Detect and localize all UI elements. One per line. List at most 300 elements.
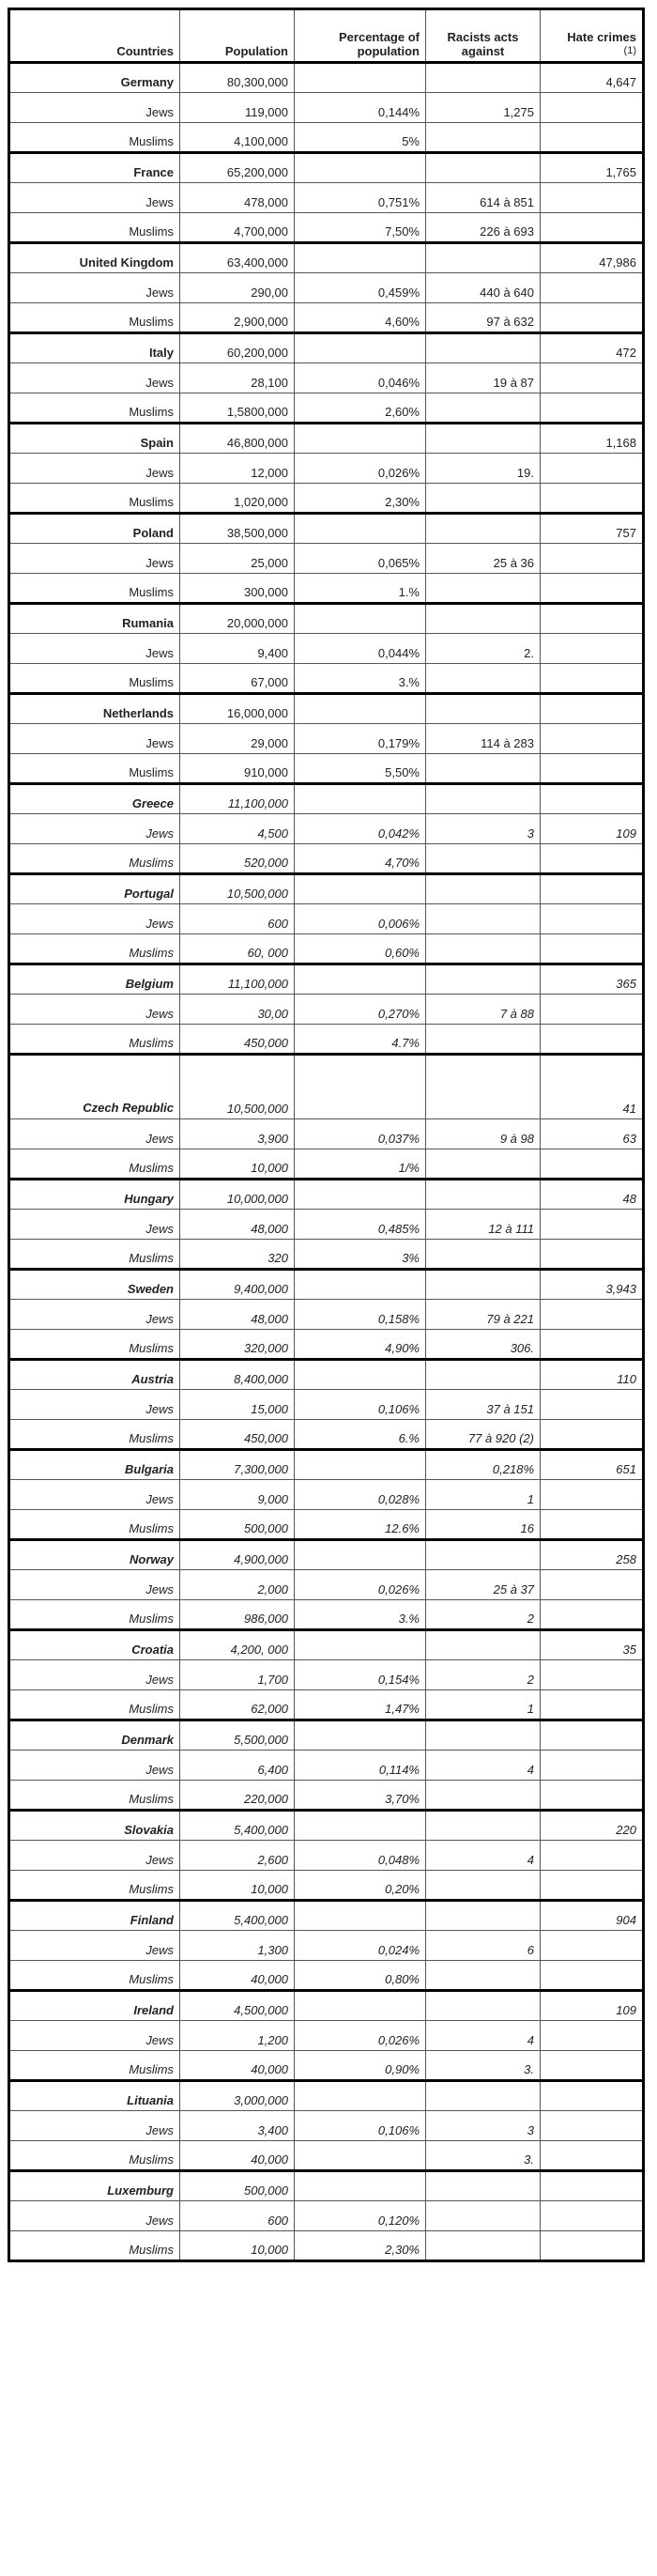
country-row [9,63,644,93]
cell-population: 10,500,000 [180,1055,295,1119]
cell-population: 5,500,000 [180,1720,295,1751]
cell-name: Croatia [9,1630,180,1660]
cell-name: Muslims [9,2231,180,2261]
country-row [9,1901,644,1931]
cell-racists-acts [426,664,541,694]
cell-name: Muslims [9,1871,180,1901]
cell-name: Muslims [9,934,180,964]
cell-name: Muslims [9,213,180,243]
cell-hate-crimes [541,844,644,874]
cell-percentage: 0,042% [295,814,426,844]
cell-name: Jews [9,2201,180,2231]
cell-racists-acts: 1,275 [426,93,541,123]
cell-percentage: 0,154% [295,1660,426,1690]
cell-hate-crimes: 220 [541,1811,644,1841]
cell-percentage: 0,90% [295,2051,426,2081]
header-racists-acts: Racists acts against [426,9,541,63]
cell-percentage: 2,30% [295,2231,426,2261]
cell-percentage [295,1450,426,1480]
cell-hate-crimes [541,1720,644,1751]
cell-racists-acts: 2. [426,634,541,664]
cell-name: Jews [9,273,180,303]
group-row [9,724,644,754]
cell-population: 300,000 [180,574,295,604]
cell-name: Muslims [9,1149,180,1180]
cell-hate-crimes [541,995,644,1025]
cell-racists-acts [426,424,541,454]
cell-name: Poland [9,514,180,544]
cell-racists-acts: 3 [426,814,541,844]
cell-percentage: 12.6% [295,1510,426,1540]
cell-name: Jews [9,363,180,393]
cell-hate-crimes [541,454,644,484]
cell-hate-crimes [541,1931,644,1961]
group-row [9,1781,644,1811]
cell-population: 9,400,000 [180,1270,295,1300]
group-row [9,544,644,574]
country-row [9,1991,644,2021]
cell-percentage [295,1360,426,1390]
group-row [9,754,644,784]
cell-hate-crimes: 35 [541,1630,644,1660]
cell-percentage: 4,70% [295,844,426,874]
cell-population: 10,000,000 [180,1180,295,1210]
cell-hate-crimes [541,1210,644,1240]
cell-name: Lituania [9,2081,180,2111]
country-row [9,2171,644,2201]
cell-hate-crimes: 109 [541,814,644,844]
cell-percentage: 0,80% [295,1961,426,1991]
group-row [9,93,644,123]
group-row [9,1390,644,1420]
cell-hate-crimes [541,2171,644,2201]
cell-hate-crimes: 41 [541,1055,644,1119]
cell-hate-crimes [541,1600,644,1630]
cell-hate-crimes [541,363,644,393]
cell-percentage: 5,50% [295,754,426,784]
cell-racists-acts [426,2171,541,2201]
cell-racists-acts [426,1991,541,2021]
cell-population: 62,000 [180,1690,295,1720]
cell-hate-crimes [541,1871,644,1901]
cell-name: Muslims [9,2051,180,2081]
cell-name: Jews [9,1390,180,1420]
cell-name: Muslims [9,484,180,514]
cell-population: 1,300 [180,1931,295,1961]
cell-percentage: 0,158% [295,1300,426,1330]
cell-percentage: 2,30% [295,484,426,514]
group-row [9,1300,644,1330]
cell-percentage [295,2141,426,2171]
cell-percentage: 1.% [295,574,426,604]
cell-percentage: 2,60% [295,393,426,424]
cell-racists-acts: 1 [426,1690,541,1720]
group-row [9,1871,644,1901]
country-row [9,694,644,724]
cell-racists-acts [426,1360,541,1390]
cell-hate-crimes [541,393,644,424]
cell-racists-acts [426,333,541,363]
cell-population: 4,700,000 [180,213,295,243]
group-row [9,1751,644,1781]
cell-name: Jews [9,2111,180,2141]
group-row [9,1690,644,1720]
cell-name: Muslims [9,1420,180,1450]
cell-hate-crimes: 1,168 [541,424,644,454]
cell-name: Norway [9,1540,180,1570]
cell-percentage [295,1270,426,1300]
cell-population: 1,200 [180,2021,295,2051]
country-row [9,424,644,454]
cell-percentage [295,784,426,814]
cell-population: 38,500,000 [180,514,295,544]
cell-name: Portugal [9,874,180,904]
cell-racists-acts: 19 à 87 [426,363,541,393]
cell-hate-crimes [541,574,644,604]
cell-racists-acts [426,874,541,904]
cell-percentage: 0,106% [295,2111,426,2141]
cell-percentage: 0,048% [295,1841,426,1871]
cell-name: Jews [9,454,180,484]
cell-hate-crimes [541,2111,644,2141]
cell-racists-acts [426,1240,541,1270]
group-row [9,995,644,1025]
cell-racists-acts: 114 à 283 [426,724,541,754]
cell-name: Jews [9,1300,180,1330]
cell-name: Muslims [9,664,180,694]
cell-racists-acts [426,934,541,964]
cell-hate-crimes [541,1751,644,1781]
cell-population: 290,00 [180,273,295,303]
group-row [9,393,644,424]
cell-population: 3,400 [180,2111,295,2141]
cell-name: Jews [9,1480,180,1510]
cell-percentage: 5% [295,123,426,153]
cell-name: Jews [9,904,180,934]
cell-percentage: 0,60% [295,934,426,964]
cell-population: 16,000,000 [180,694,295,724]
country-row [9,1360,644,1390]
cell-racists-acts [426,784,541,814]
cell-racists-acts [426,844,541,874]
cell-population: 63,400,000 [180,243,295,273]
cell-percentage [295,333,426,363]
cell-racists-acts: 79 à 221 [426,1300,541,1330]
cell-population: 4,200, 000 [180,1630,295,1660]
cell-racists-acts [426,1149,541,1180]
cell-racists-acts [426,1055,541,1119]
cell-name: Jews [9,1570,180,1600]
cell-hate-crimes [541,1841,644,1871]
cell-racists-acts [426,1781,541,1811]
cell-hate-crimes: 258 [541,1540,644,1570]
cell-population: 40,000 [180,2051,295,2081]
cell-hate-crimes [541,93,644,123]
cell-population: 1,700 [180,1660,295,1690]
table-body [9,63,644,2261]
cell-racists-acts [426,484,541,514]
cell-population: 5,400,000 [180,1901,295,1931]
cell-hate-crimes: 63 [541,1119,644,1149]
cell-hate-crimes [541,273,644,303]
cell-name: Muslims [9,393,180,424]
cell-percentage [295,604,426,634]
cell-racists-acts [426,1540,541,1570]
country-row [9,514,644,544]
cell-racists-acts [426,2231,541,2261]
cell-hate-crimes [541,604,644,634]
country-row [9,1055,644,1119]
cell-population: 30,00 [180,995,295,1025]
group-row [9,664,644,694]
cell-percentage [295,1901,426,1931]
cell-percentage: 3.% [295,1600,426,1630]
group-row [9,904,644,934]
cell-name: France [9,153,180,183]
cell-population: 20,000,000 [180,604,295,634]
cell-hate-crimes [541,694,644,724]
group-row [9,1025,644,1055]
cell-percentage: 4,60% [295,303,426,333]
cell-name: Jews [9,1751,180,1781]
cell-hate-crimes [541,2141,644,2171]
group-row [9,634,644,664]
cell-racists-acts [426,694,541,724]
cell-name: Germany [9,63,180,93]
country-row [9,1270,644,1300]
cell-hate-crimes [541,904,644,934]
cell-population: 8,400,000 [180,1360,295,1390]
group-row [9,2111,644,2141]
cell-percentage: 0,485% [295,1210,426,1240]
cell-hate-crimes: 48 [541,1180,644,1210]
cell-name: Rumania [9,604,180,634]
cell-percentage [295,694,426,724]
cell-hate-crimes [541,2231,644,2261]
cell-racists-acts [426,1720,541,1751]
group-row [9,273,644,303]
cell-percentage: 0,065% [295,544,426,574]
cell-racists-acts [426,153,541,183]
cell-percentage: 0,114% [295,1751,426,1781]
cell-racists-acts [426,604,541,634]
cell-racists-acts: 19. [426,454,541,484]
cell-percentage [295,1811,426,1841]
cell-name: Spain [9,424,180,454]
cell-population: 4,500 [180,814,295,844]
cell-hate-crimes [541,2051,644,2081]
cell-population: 46,800,000 [180,424,295,454]
cell-percentage: 0,006% [295,904,426,934]
cell-percentage [295,243,426,273]
cell-population: 2,600 [180,1841,295,1871]
cell-racists-acts: 1 [426,1480,541,1510]
group-row [9,1119,644,1149]
cell-population: 6,400 [180,1751,295,1781]
cell-racists-acts [426,1961,541,1991]
cell-percentage: 3.% [295,664,426,694]
group-row [9,934,644,964]
cell-hate-crimes [541,1961,644,1991]
cell-hate-crimes: 110 [541,1360,644,1390]
group-row [9,1210,644,1240]
cell-percentage [295,153,426,183]
cell-population: 65,200,000 [180,153,295,183]
cell-hate-crimes: 904 [541,1901,644,1931]
cell-percentage: 0,751% [295,183,426,213]
cell-population: 60, 000 [180,934,295,964]
cell-racists-acts [426,63,541,93]
cell-population: 3,000,000 [180,2081,295,2111]
cell-population: 11,100,000 [180,964,295,995]
cell-percentage [295,964,426,995]
country-row [9,874,644,904]
group-row [9,1240,644,1270]
cell-racists-acts: 6 [426,1931,541,1961]
cell-percentage [295,424,426,454]
cell-name: Belgium [9,964,180,995]
cell-hate-crimes [541,874,644,904]
cell-hate-crimes [541,1510,644,1540]
cell-hate-crimes: 651 [541,1450,644,1480]
cell-population: 2,000 [180,1570,295,1600]
cell-percentage: 6.% [295,1420,426,1450]
cell-racists-acts: 226 à 693 [426,213,541,243]
cell-racists-acts [426,1270,541,1300]
group-row [9,303,644,333]
cell-percentage: 7,50% [295,213,426,243]
group-row [9,2141,644,2171]
header-hate-crimes [541,9,644,63]
cell-hate-crimes [541,123,644,153]
cell-percentage: 3% [295,1240,426,1270]
cell-name: Jews [9,1210,180,1240]
cell-percentage [295,2171,426,2201]
cell-population: 2,900,000 [180,303,295,333]
cell-population: 67,000 [180,664,295,694]
cell-name: Muslims [9,1961,180,1991]
cell-percentage: 1,47% [295,1690,426,1720]
group-row [9,1330,644,1360]
cell-name: Muslims [9,303,180,333]
cell-percentage: 0,144% [295,93,426,123]
cell-percentage: 0,044% [295,634,426,664]
cell-racists-acts [426,1630,541,1660]
header-hate-crimes-note: (1) [623,45,636,56]
cell-percentage: 1/% [295,1149,426,1180]
cell-population: 986,000 [180,1600,295,1630]
country-row [9,1720,644,1751]
cell-racists-acts: 4 [426,1841,541,1871]
cell-population: 40,000 [180,2141,295,2171]
group-row [9,574,644,604]
cell-racists-acts: 16 [426,1510,541,1540]
header-countries: Countries [9,9,180,63]
cell-racists-acts: 9 à 98 [426,1119,541,1149]
cell-racists-acts [426,904,541,934]
cell-hate-crimes [541,1690,644,1720]
cell-population: 600 [180,904,295,934]
country-row [9,333,644,363]
cell-name: Muslims [9,1510,180,1540]
cell-hate-crimes [541,183,644,213]
cell-name: Muslims [9,1240,180,1270]
cell-hate-crimes [541,1420,644,1450]
cell-racists-acts: 77 à 920 (2) [426,1420,541,1450]
cell-population: 12,000 [180,454,295,484]
group-row [9,2051,644,2081]
cell-population: 320,000 [180,1330,295,1360]
cell-hate-crimes [541,1390,644,1420]
cell-name: Muslims [9,754,180,784]
cell-name: Muslims [9,1330,180,1360]
group-row [9,484,644,514]
group-row [9,183,644,213]
header-population: Population [180,9,295,63]
cell-name: United Kingdom [9,243,180,273]
cell-racists-acts: 4 [426,2021,541,2051]
cell-percentage [295,1055,426,1119]
cell-percentage [295,514,426,544]
cell-hate-crimes: 47,986 [541,243,644,273]
group-row [9,1420,644,1450]
cell-racists-acts [426,514,541,544]
cell-racists-acts: 97 à 632 [426,303,541,333]
header-row [9,9,644,63]
cell-population: 5,400,000 [180,1811,295,1841]
cell-name: Sweden [9,1270,180,1300]
cell-percentage [295,1991,426,2021]
group-row [9,2021,644,2051]
cell-racists-acts: 3. [426,2141,541,2171]
cell-name: Denmark [9,1720,180,1751]
cell-percentage: 4.7% [295,1025,426,1055]
group-row [9,1841,644,1871]
cell-name: Jews [9,814,180,844]
cell-percentage: 3,70% [295,1781,426,1811]
cell-hate-crimes: 472 [541,333,644,363]
cell-percentage [295,2081,426,2111]
group-row [9,1961,644,1991]
cell-racists-acts: 7 à 88 [426,995,541,1025]
cell-hate-crimes [541,1781,644,1811]
cell-hate-crimes [541,1149,644,1180]
cell-population: 4,900,000 [180,1540,295,1570]
cell-racists-acts [426,393,541,424]
country-row [9,243,644,273]
cell-percentage: 0,270% [295,995,426,1025]
country-row [9,1540,644,1570]
cell-population: 48,000 [180,1210,295,1240]
cell-name: Jews [9,634,180,664]
group-row [9,213,644,243]
cell-hate-crimes [541,934,644,964]
cell-racists-acts [426,1025,541,1055]
cell-population: 10,000 [180,2231,295,2261]
cell-hate-crimes: 365 [541,964,644,995]
cell-racists-acts: 37 à 151 [426,1390,541,1420]
cell-hate-crimes: 757 [541,514,644,544]
cell-population: 450,000 [180,1420,295,1450]
cell-percentage: 0,026% [295,454,426,484]
table-header [9,9,644,63]
cell-population: 80,300,000 [180,63,295,93]
group-row [9,2231,644,2261]
header-percentage: Percentage of population [295,9,426,63]
cell-percentage: 0,106% [295,1390,426,1420]
country-row [9,1450,644,1480]
cell-hate-crimes [541,2081,644,2111]
